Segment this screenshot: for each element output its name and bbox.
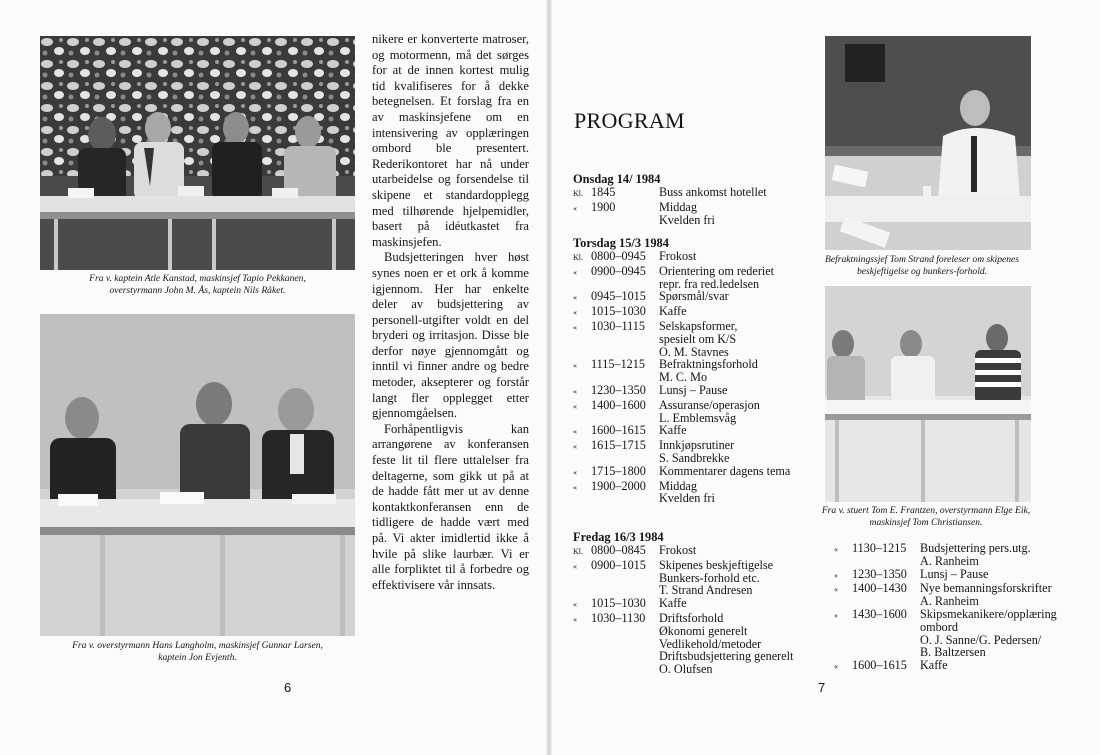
schedule-item: « 1130–1215 Budsjettering pers.utg. A. Ranheim [834, 541, 1031, 568]
schedule-friday [573, 544, 803, 676]
schedule-item: « 1430–1600 Skipsmekanikere/opplæring ombord O. J. Sanne/G. Pedersen/ B. Baltzersen [834, 606, 1057, 660]
schedule-item: « 1230–1350 Lunsj – Pause [573, 382, 728, 397]
schedule-thursday [573, 250, 793, 505]
schedule-wednesday [573, 186, 773, 226]
schedule-item: « 1615–1715 Innkjøpsrutiner S. Sandbrekke [573, 438, 735, 465]
schedule-item: « 1715–1800 Kommentarer dagens tema [573, 463, 791, 478]
schedule-item: « 1030–1115 Selskapsformer, spesielt om K/S O. M. Stavnes [573, 318, 738, 359]
schedule-item: « 1230–1350 Lunsj – Pause [834, 566, 989, 581]
schedule-item: « 1900 Middag Kvelden fri [573, 199, 715, 227]
article-paragraph: nikere er konverterte matroser, og motormenn, må det sørges for at de innen kortest mulig tid kvalifiseres for å dekke betegnelsen. Et forslag fra en av maskinsjefene om en intensivering av opplæringen ombord ble presentert. Rederikontoret har nå under utarbeidelse og forsendelse til skipene et standardopplegg med tilhørende hjelpemidler, basert på idéutkastet fra maskinsjefen. [372, 32, 529, 249]
article-text [372, 32, 529, 593]
photo-caption-bottom-left: Fra v. overstyrmann Hans Langholm, maskinsjef Gunnar Larsen, kaptein Jon Evjenth. [72, 640, 323, 663]
lecture-photo-top-right [825, 36, 1031, 250]
day-heading-wednesday: Onsdag 14/ 1984 [573, 172, 661, 186]
participants-photo-mid-right [825, 286, 1031, 502]
schedule-item: « 1400–1430 Nye bemanningsforskrifter A. Ranheim [834, 581, 1052, 609]
article-paragraph: Forhåpentligvis kan arrangørene av konferansen feste lit til flere uttalelser fra deltagerne, som gikk ut på at de hadde fått mer ut av denne kontaktkonferansen enn de tidligere de hadde vært med på. Vi akter imidlertid ikke å hvile på slike laurbær. Vi er alle forpliktet til å forbedre og effektivisere vår innsats. [372, 421, 529, 592]
schedule-item: « 1030–1130 Driftsforhold Økonomi generelt Vedlikehold/metoder Driftsbudsjettering generelt O. Olufsen [573, 610, 794, 677]
conference-photo-top-left [40, 36, 355, 270]
schedule-item: « 0900–1015 Skipenes beskjeftigelse Bunkers-forhold etc. T. Strand Andresen [573, 557, 774, 598]
schedule-item: « 0945–1015 Spørsmål/svar [573, 289, 729, 304]
schedule-item: Kl. 1845 Buss ankomst hotellet [573, 185, 767, 199]
schedule-item: « 1015–1030 Kaffe [573, 596, 687, 611]
article-paragraph: Budsjetteringen hver høst synes noen er et ork å komme igjennom. Her har enkelte deler av budsjettering av personell-utgifter voldt en del bryderi og irritasjon. Disse ble derfor nøye gjennomgått og inntil vi finner andre og bedre metoder, aksepterer og forstår langt fler opplegget etter gjennomgåelsen. [372, 250, 529, 421]
program-title: PROGRAM [574, 108, 685, 133]
photo-caption-mid-right: Fra v. stuert Tom E. Frantzen, overstyrmann Elge Eik, maskinsjef Tom Christiansen. [821, 505, 1031, 528]
schedule-item: Kl. 0800–0945 Frokost [573, 249, 697, 263]
book-gutter [546, 0, 552, 755]
schedule-item: « 1900–2000 Middag Kvelden fri [573, 478, 715, 506]
photo-caption-top-right: Befraktningssjef Tom Strand foreleser om skipenes beskjeftigelse og bunkers-forhold. [824, 254, 1020, 277]
day-heading-friday: Fredag 16/3 1984 [573, 530, 664, 544]
schedule-item: Kl. 0800–0845 Frokost [573, 543, 697, 557]
schedule-item: « 1400–1600 Assuranse/operasjon L. Emblemsvåg [573, 397, 760, 425]
conference-photo-bottom-left [40, 314, 355, 636]
page-number-left: 6 [284, 680, 292, 695]
photo-caption-top-left: Fra v. kaptein Atle Kanstad, maskinsjef Tapio Pekkanen, overstyrmann John M. Ås, kaptein Nils Råket. [89, 273, 306, 296]
schedule-friday-continued [834, 541, 1057, 674]
schedule-item: « 1600–1615 Kaffe [834, 658, 948, 673]
schedule-item: « 0900–0945 Orientering om rederiet repr. fra red.ledelsen [573, 263, 775, 291]
schedule-item: « 1600–1615 Kaffe [573, 423, 687, 438]
schedule-item: « 1015–1030 Kaffe [573, 304, 687, 319]
day-heading-thursday: Torsdag 15/3 1984 [573, 236, 669, 250]
page-number-right: 7 [818, 680, 826, 695]
schedule-item: « 1115–1215 Befraktningsforhold M. C. Mo [573, 357, 758, 385]
